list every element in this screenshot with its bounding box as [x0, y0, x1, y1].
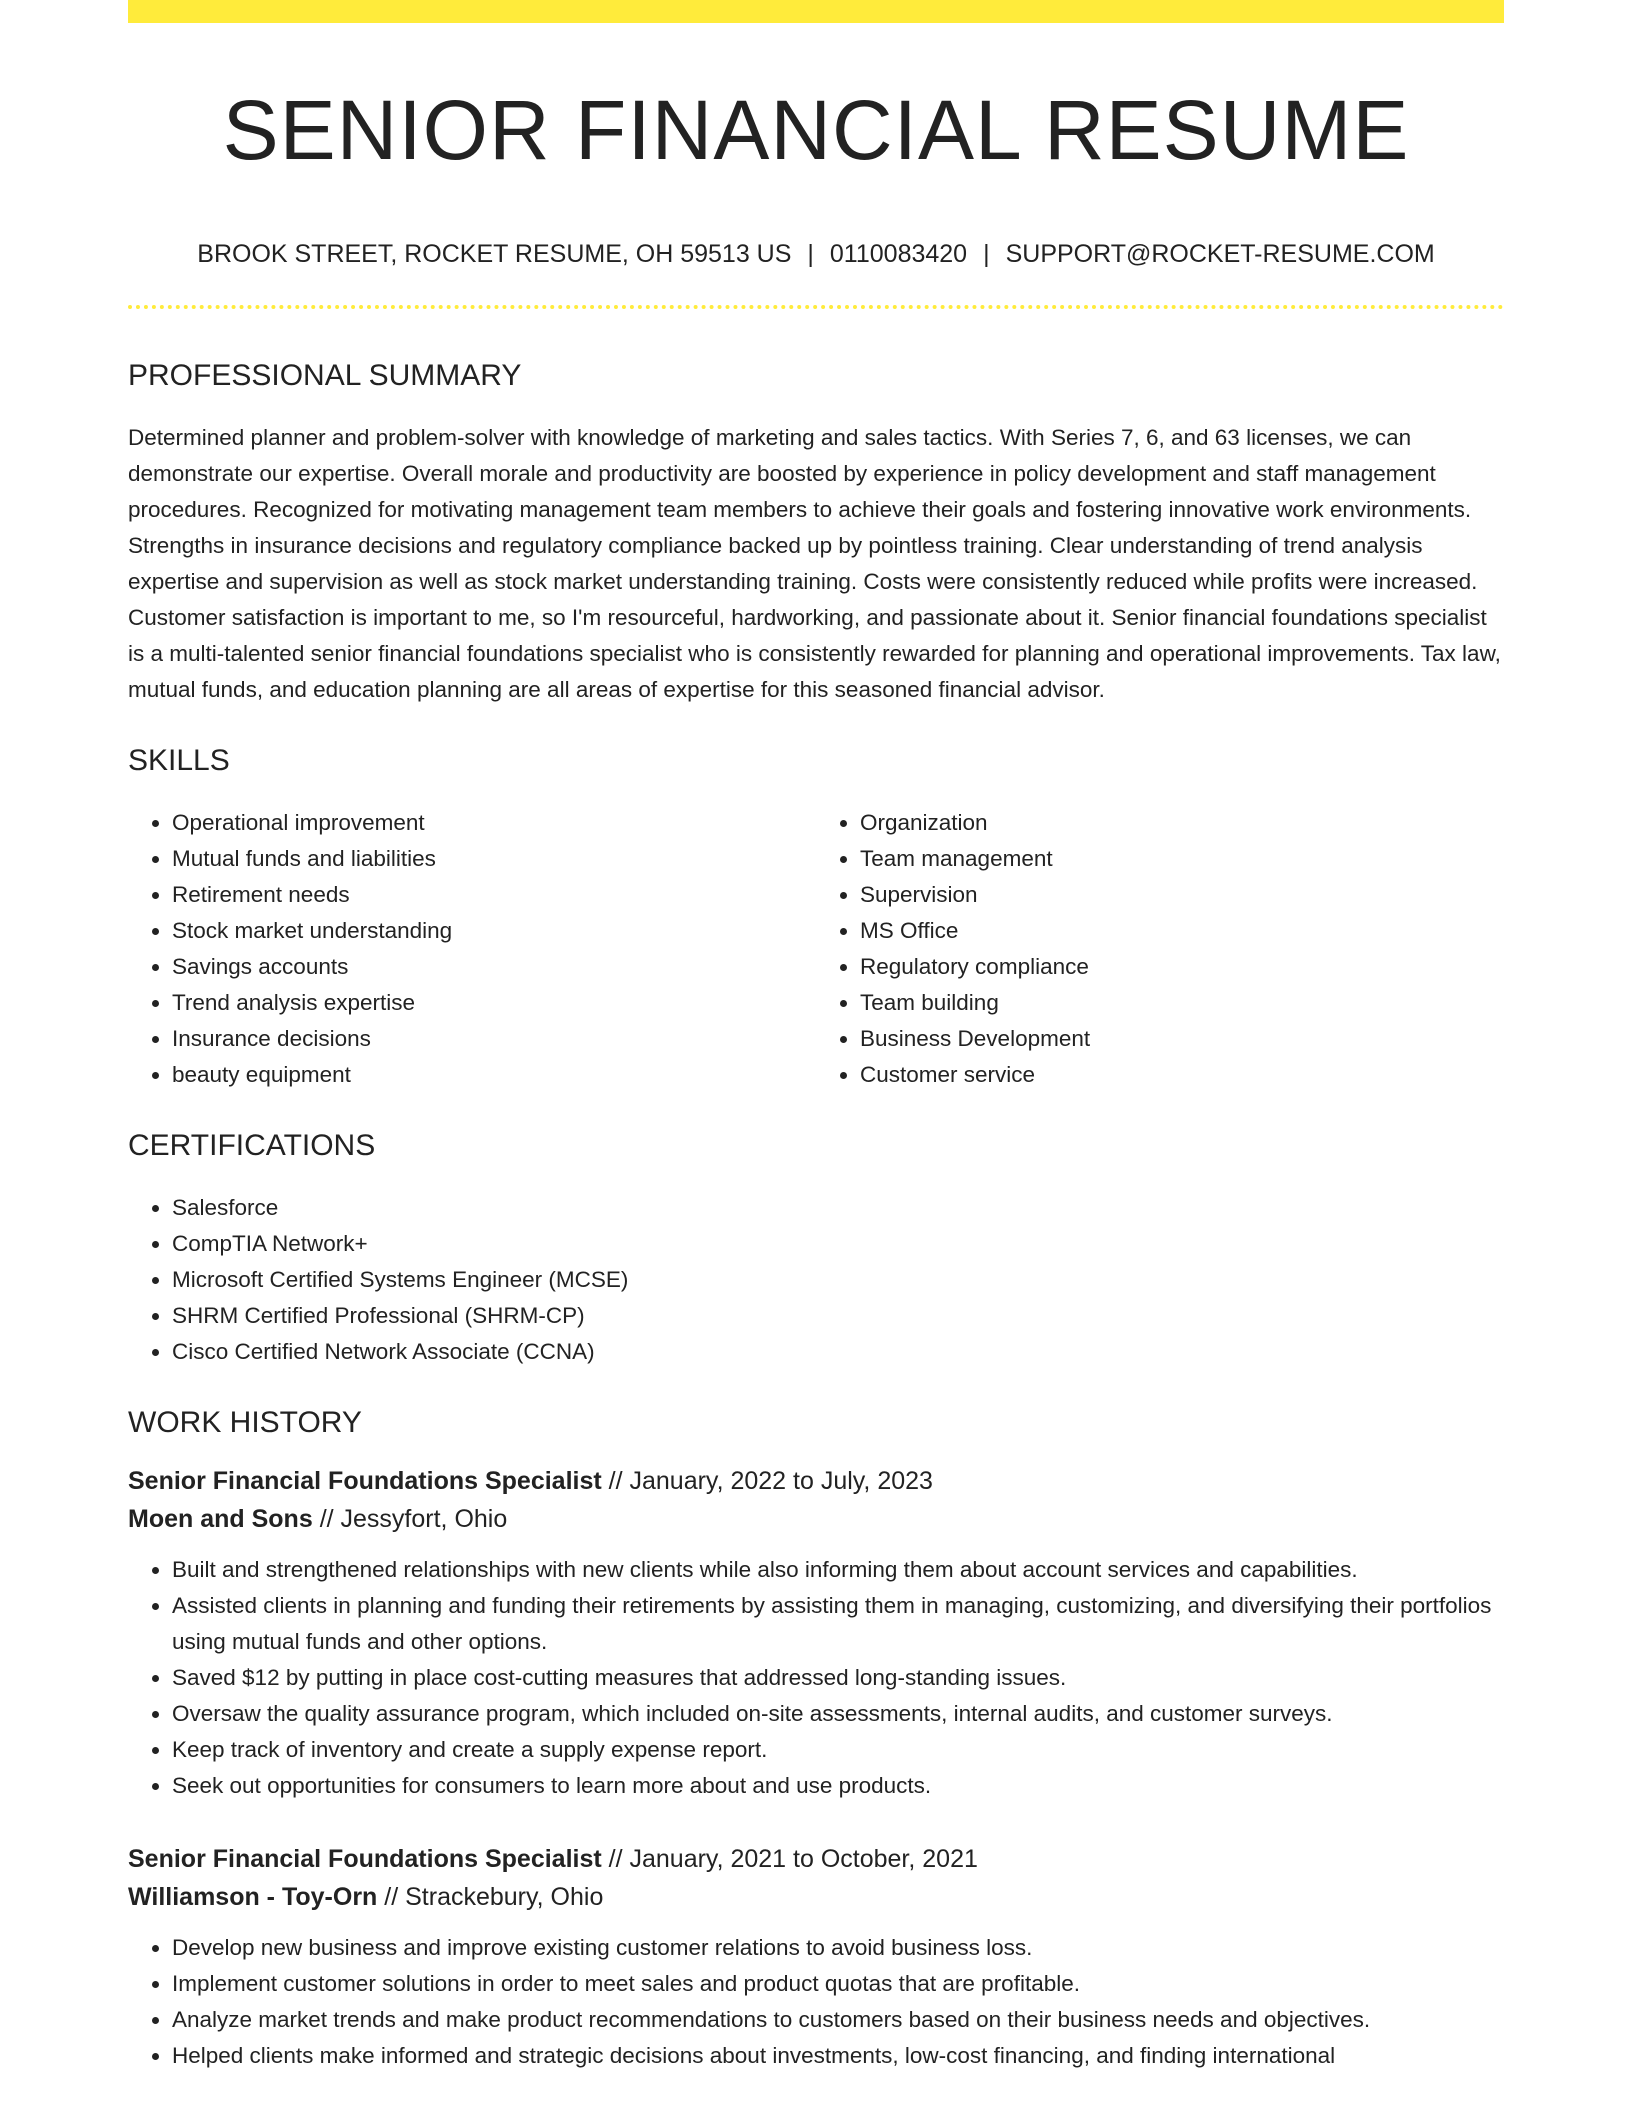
- work-history-heading: WORK HISTORY: [128, 1406, 362, 1439]
- contact-separator: |: [807, 240, 814, 268]
- dotted-divider: [128, 305, 1504, 309]
- list-item: • Team building: [860, 985, 1504, 1021]
- skills-list-left: [128, 805, 816, 1093]
- list-item: • Organization: [860, 805, 1504, 841]
- contact-phone: 0110083420: [829, 240, 968, 268]
- job-dates: // January, 2022 to July, 2023: [608, 1467, 933, 1495]
- list-item: • Salesforce: [172, 1190, 1504, 1226]
- list-item: • Mutual funds and liabilities: [172, 841, 816, 877]
- work-history-section: [128, 1408, 1504, 2074]
- list-item: • Saved $12 by putting in place cost-cutting measures that addressed long-standing issues.: [172, 1660, 1504, 1696]
- list-item: • Helped clients make informed and strategic decisions about investments, low-cost financing, and finding international: [172, 2038, 1504, 2074]
- skills-columns: [128, 805, 1504, 1093]
- job-company: Williamson - Toy-Orn: [128, 1883, 378, 1911]
- resume-page: [128, 0, 1504, 2074]
- job-spacer: [128, 1804, 1504, 1840]
- list-item: • Savings accounts: [172, 949, 816, 985]
- skills-heading: SKILLS: [128, 744, 230, 777]
- list-item: • Stock market understanding: [172, 913, 816, 949]
- job-location: // Strackebury, Ohio: [384, 1883, 604, 1911]
- list-item: • Built and strengthened relationships with new clients while also informing them about account services and capabilities.: [172, 1552, 1504, 1588]
- list-item: • Microsoft Certified Systems Engineer (MCSE): [172, 1262, 1504, 1298]
- list-item: • Supervision: [860, 877, 1504, 913]
- list-item: • SHRM Certified Professional (SHRM-CP): [172, 1298, 1504, 1334]
- list-item: • Customer service: [860, 1057, 1504, 1093]
- summary-section: [128, 361, 1504, 708]
- list-item: • Business Development: [860, 1021, 1504, 1057]
- job-dates: // January, 2021 to October, 2021: [608, 1845, 978, 1873]
- contact-address: BROOK STREET, ROCKET RESUME, OH 59513 US: [197, 240, 792, 268]
- job-company-line: [128, 1500, 1504, 1538]
- contact-separator: |: [983, 240, 990, 268]
- list-item: • Regulatory compliance: [860, 949, 1504, 985]
- list-item: • Analyze market trends and make product recommendations to customers based on their business needs and objectives.: [172, 2002, 1504, 2038]
- certifications-list: [128, 1190, 1504, 1370]
- accent-top-bar: [128, 0, 1504, 23]
- job-entry: [128, 1462, 1504, 1804]
- certifications-section: [128, 1131, 1504, 1370]
- list-item: • CompTIA Network+: [172, 1226, 1504, 1262]
- skills-section: [128, 746, 1504, 1093]
- summary-heading: PROFESSIONAL SUMMARY: [128, 359, 522, 392]
- list-item: • Keep track of inventory and create a supply expense report.: [172, 1732, 1504, 1768]
- job-title: Senior Financial Foundations Specialist: [128, 1845, 602, 1873]
- job-company-line: [128, 1878, 1504, 1916]
- job-title: Senior Financial Foundations Specialist: [128, 1467, 602, 1495]
- contact-email[interactable]: SUPPORT@ROCKET-RESUME.COM: [1005, 240, 1435, 268]
- list-item: • Oversaw the quality assurance program, which included on-site assessments, internal audits, and customer surveys.: [172, 1696, 1504, 1732]
- list-item: • Implement customer solutions in order to meet sales and product quotas that are profitable.: [172, 1966, 1504, 2002]
- job-entry: [128, 1840, 1504, 2074]
- list-item: • Assisted clients in planning and funding their retirements by assisting them in managing, customizing, and diversifying their portfolios using mutual funds and other options.: [172, 1588, 1504, 1660]
- list-item: • Develop new business and improve existing customer relations to avoid business loss.: [172, 1930, 1504, 1966]
- job-company: Moen and Sons: [128, 1505, 313, 1533]
- job-title-line: [128, 1462, 1504, 1500]
- summary-text: Determined planner and problem-solver with knowledge of marketing and sales tactics. With Series 7, 6, and 63 licenses, we can demonstrate our expertise. Overall morale and productivity are boosted by experience in policy development and staff management procedures. Recognized for motivating management team members to achieve their goals and fostering innovative work environments. Strengths in insurance decisions and regulatory compliance backed up by pointless training. Clear understanding of trend analysis expertise and supervision as well as stock market understanding training. Costs were consistently reduced while profits were increased. Customer satisfaction is important to me, so I'm resourceful, hardworking, and passionate about it. Senior financial foundations specialist is a multi-talented senior financial foundations specialist who is consistently rewarded for planning and operational improvements. Tax law, mutual funds, and education planning are all areas of expertise for this seasoned financial advisor.: [128, 425, 1501, 702]
- job-bullets: [128, 1552, 1504, 1804]
- list-item: • MS Office: [860, 913, 1504, 949]
- jobs-container: [128, 1462, 1504, 2074]
- list-item: • Seek out opportunities for consumers to learn more about and use products.: [172, 1768, 1504, 1804]
- list-item: • Operational improvement: [172, 805, 816, 841]
- contact-line: [128, 242, 1504, 267]
- page-title: SENIOR FINANCIAL RESUME: [222, 83, 1410, 177]
- job-title-line: [128, 1840, 1504, 1878]
- list-item: • Retirement needs: [172, 877, 816, 913]
- list-item: • Cisco Certified Network Associate (CCNA): [172, 1334, 1504, 1370]
- job-bullets: [128, 1930, 1504, 2074]
- certifications-heading: CERTIFICATIONS: [128, 1129, 376, 1162]
- list-item: • Insurance decisions: [172, 1021, 816, 1057]
- list-item: • beauty equipment: [172, 1057, 816, 1093]
- skills-list-right: [816, 805, 1504, 1093]
- list-item: • Team management: [860, 841, 1504, 877]
- list-item: • Trend analysis expertise: [172, 985, 816, 1021]
- job-location: // Jessyfort, Ohio: [319, 1505, 508, 1533]
